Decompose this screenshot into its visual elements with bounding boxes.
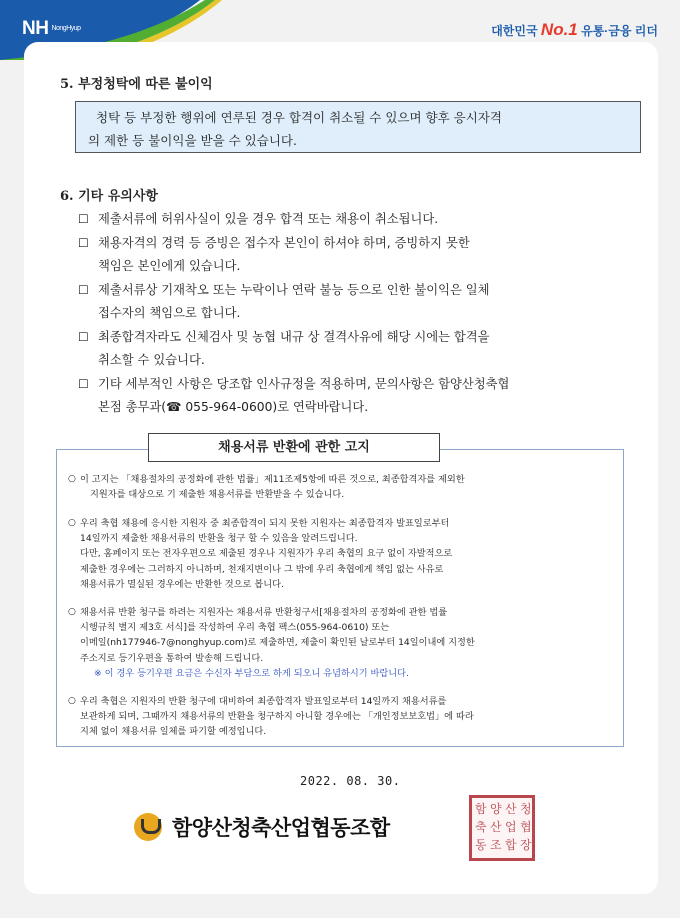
circle-bullet-icon: ○ bbox=[68, 518, 76, 528]
nh-emblem-icon bbox=[134, 813, 162, 841]
notice-paragraph: ○ 우리 축협은 지원자의 반환 청구에 대비하여 최종합격자 발표일로부터 14일까지 채용서류를 보관하게 되며, 그때까지 채용서류의 반환을 청구하지 아니할 경우에는 「개인정보보호법」에 따라 지체 없이 채용서류 일체를 파기할 예정입니다. bbox=[68, 694, 616, 740]
organization-name: 함양산청축산업협동조합 bbox=[172, 816, 390, 840]
notice-paragraph: ○ 우리 축협 채용에 응시한 지원자 중 최종합격이 되지 못한 지원자는 최종합격자 발표일로부터 14일까지 제출한 채용서류의 반환을 청구 할 수 있음을 알려드립니다. 다만, 홈페이지 또는 전자우편으로 제출된 경우나 지원자가 우리 축협의 요구 없이 자발적으로 제출한 경우에는 그러하지 아니하며, 천재지변이나 그 밖에 우리 축협에게 책임 없는 사유로 채용서류가 멸실된 경우에는 반환한 것으로 봅니다. bbox=[68, 516, 616, 592]
list-item: ☐ 제출서류상 기재착오 또는 누락이나 연락 불능 등으로 인한 불이익은 일체 접수자의 책임으로 합니다. bbox=[78, 279, 648, 326]
list-item: ☐ 채용자격의 경력 등 증빙은 접수자 본인이 하셔야 하며, 증빙하지 못한 책임은 본인에게 있습니다. bbox=[78, 232, 648, 279]
no1-mark: No.1 bbox=[540, 20, 578, 39]
checkbox-icon: ☐ bbox=[78, 235, 89, 250]
notice-paragraph: ○ 채용서류 반환 청구를 하려는 지원자는 채용서류 반환청구서[채용절차의 공정화에 관한 법률 시행규칙 별지 제3호 서식]를 작성하여 우리 축협 팩스(055-964-0610) 또는 이메일(nh177946-7@nonghyup.com)로 제출하면, 제출이 확인된 날로부터 14일이내에 지정한 주소지로 등기우편을 통하여 발송해 드립니다. ※ 이 경우 등기우편 요금은 수신자 부담으로 하게 되오니 유념하시기 바랍니다. bbox=[68, 605, 616, 681]
circle-bullet-icon: ○ bbox=[68, 607, 76, 617]
notice-paragraph: ○ 이 고지는 「채용절차의 공정화에 관한 법률」제11조제5항에 따른 것으로, 최종합격자를 제외한 지원자를 대상으로 기 제출한 채용서류를 반환받을 수 있습니다. bbox=[68, 472, 616, 502]
issue-date: 2022. 08. 30. bbox=[300, 774, 401, 788]
section-6-title: 6. 기타 유의사항 bbox=[60, 189, 158, 204]
circle-bullet-icon: ○ bbox=[68, 474, 76, 484]
section-5-notice: 청탁 등 부정한 행위에 연루된 경우 합격이 취소될 수 있으며 향후 응시자격 의 제한 등 불이익을 받을 수 있습니다. bbox=[75, 101, 641, 153]
checkbox-icon: ☐ bbox=[78, 212, 89, 226]
slogan: 대한민국 No.1 유통·금융 리더 bbox=[491, 20, 658, 39]
nh-logo: NH NongHyup bbox=[22, 18, 81, 39]
official-seal: 함 양 산 청 축 산 업 협 동 조 합 장 bbox=[469, 795, 535, 861]
list-item: ☐ 제출서류에 허위사실이 있을 경우 합격 또는 채용이 취소됩니다. bbox=[78, 208, 648, 232]
checkbox-icon: ☐ bbox=[78, 282, 89, 297]
notice-panel-title: 채용서류 반환에 관한 고지 bbox=[148, 433, 440, 462]
section-5-title: 5. 부정청탁에 따른 불이익 bbox=[60, 77, 213, 92]
circle-bullet-icon: ○ bbox=[68, 696, 76, 706]
list-item: ☐ 최종합격자라도 신체검사 및 농협 내규 상 결격사유에 해당 시에는 합격을 취소할 수 있습니다. bbox=[78, 326, 648, 373]
list-item: ☐ 기타 세부적인 사항은 당조합 인사규정을 적용하며, 문의사항은 함양산청축협 본점 총무과(☎ 055-964-0600)로 연락바랍니다. bbox=[78, 373, 648, 420]
postage-note: ※ 이 경우 등기우편 요금은 수신자 부담으로 하게 되오니 유념하시기 바랍니다. bbox=[94, 667, 409, 679]
organization bbox=[134, 812, 390, 842]
section-6-list bbox=[78, 208, 648, 420]
checkbox-icon: ☐ bbox=[78, 329, 89, 344]
checkbox-icon: ☐ bbox=[78, 376, 89, 391]
